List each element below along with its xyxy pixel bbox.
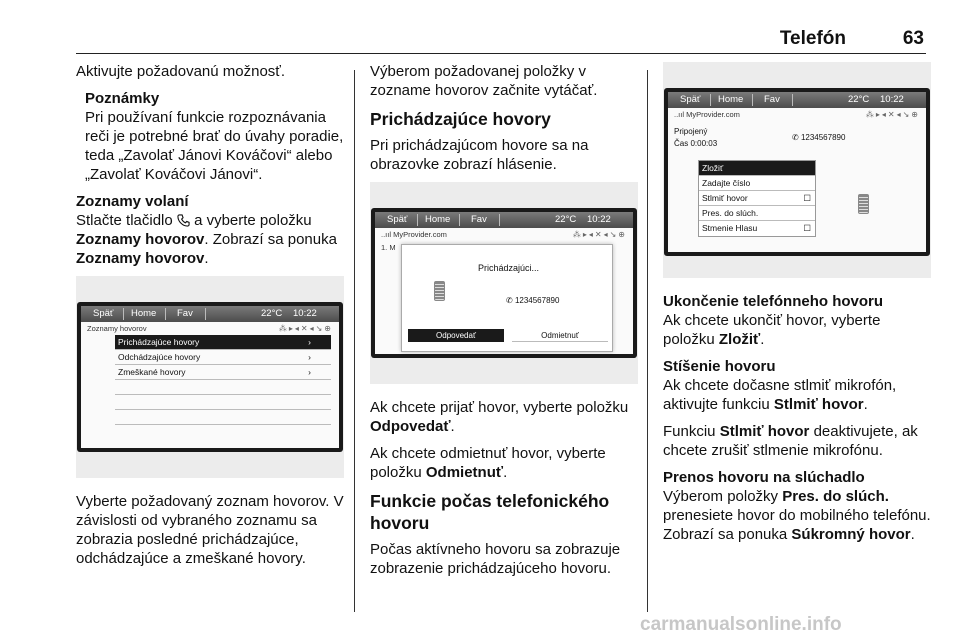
text-fragment: Výberom položky: [663, 488, 779, 505]
menu-item-label: Zmeškané hovory: [118, 367, 186, 377]
menu-item-hang-up[interactable]: [699, 161, 815, 176]
incoming-call-dialog: [401, 244, 613, 352]
column-3: [663, 62, 931, 552]
menu-item-label: Stmenie Hlasu: [702, 223, 758, 233]
fav-button[interactable]: Fav: [177, 308, 193, 319]
note-text: Pri používaní funkcie rozpoznávania reči je potrebné brať do úvahy poradie, teda „Zavolať Jánovi Kováčovi“ alebo „Zavolať Kováčovi Jánovi“.: [85, 109, 344, 183]
bold-term: Pres. do slúch.: [782, 488, 889, 505]
screen-content: [668, 108, 926, 252]
intro-text: Výberom požadovanej položky v zozname hovorov začnite vytáčať.: [370, 63, 598, 99]
reject-button[interactable]: Odmietnuť: [512, 329, 608, 342]
mute-heading: Stíšenie hovoru: [663, 358, 776, 375]
menu-item-empty: [115, 395, 331, 410]
phone-icon: [177, 212, 190, 229]
text-fragment: . Zobrazí sa ponuka: [204, 231, 337, 248]
text-fragment: a vyberte položku: [194, 212, 312, 229]
text-fragment: Ak chcete prijať hovor, vyberte položku: [370, 399, 629, 416]
screen-content: [375, 228, 633, 354]
infotainment-screen: [77, 302, 343, 452]
column-divider: [647, 70, 648, 612]
accept-paragraph: Ak chcete prijať hovor, vyberte položku Odpovedať.: [370, 399, 629, 435]
checkbox-icon: ☐: [803, 193, 811, 203]
during-call-text: Počas aktívneho hovoru sa zobrazuje zobrazenie prichádzajúceho hovoru.: [370, 541, 621, 577]
top-bar: [375, 212, 633, 228]
note-title: Poznámky: [85, 90, 160, 107]
column-divider: [354, 70, 355, 612]
text-fragment: .: [910, 526, 915, 543]
home-button[interactable]: Home: [425, 214, 451, 225]
after-screen-text: Vyberte požadovaný zoznam hovorov. V závislosti od vybraného zoznamu sa zobrazia posledné prichádzajúce, odchádzajúce a zmeškané hovory.: [76, 493, 344, 567]
text-fragment: Funkciu: [663, 423, 716, 440]
status-icons: ⁂▸◂✕◂↘⊕: [572, 230, 627, 239]
caller-number: [792, 128, 845, 147]
screenshot-incoming: [370, 182, 638, 384]
reject-paragraph: Ak chcete odmietnuť hovor, vyberte položku Odmietnuť.: [370, 445, 606, 481]
back-button[interactable]: Späť: [93, 308, 114, 319]
menu-item-label: Odchádzajúce hovory: [118, 352, 201, 362]
status-text: Pripojený: [674, 127, 708, 136]
end-call-paragraph: Ak chcete ukončiť hovor, vyberte položku Zložiť.: [663, 312, 881, 348]
watermark: carmanualsonline.info: [640, 614, 842, 635]
home-button[interactable]: Home: [131, 308, 157, 319]
chevron-right-icon: ›: [308, 352, 311, 362]
bold-term: Zložiť: [718, 331, 761, 348]
menu-item-label: Pres. do slúch.: [702, 208, 759, 218]
text-fragment: prenesiete hovor do mobilného telefónu. Zobrazí sa ponuka: [663, 507, 931, 543]
temperature: 22°C: [555, 214, 577, 225]
text-fragment: Ak chcete dočasne stlmiť mikrofón, aktivujte funkciu: [663, 377, 897, 413]
menu-item-label: Zadajte číslo: [702, 178, 751, 188]
chevron-right-icon: ›: [308, 337, 311, 347]
infotainment-screen: [371, 208, 637, 358]
bold-term: Zoznamy hovorov: [76, 250, 205, 267]
provider-line: [375, 228, 633, 241]
column-1: [76, 62, 344, 576]
menu-item-empty: [115, 410, 331, 425]
mobile-phone-icon: [858, 194, 869, 214]
menu-item-incoming[interactable]: [115, 335, 331, 350]
accept-button[interactable]: Odpovedať: [408, 329, 504, 342]
menu-item-handset[interactable]: [699, 206, 815, 221]
screenshot-active-call: [663, 62, 931, 278]
menu-item-enter-number[interactable]: [699, 176, 815, 191]
bold-term: Stlmiť hovor: [719, 423, 810, 440]
bold-term: Stlmiť hovor: [773, 396, 864, 413]
menu-item-empty: [115, 380, 331, 395]
mobile-phone-icon: [434, 281, 445, 301]
intro-text: Aktivujte požadovanú možnosť.: [76, 63, 286, 80]
call-lists-heading: Zoznamy volaní: [76, 193, 189, 210]
clock: 10:22: [880, 94, 904, 105]
handset-paragraph: [663, 487, 931, 544]
mute-paragraph: Ak chcete dočasne stlmiť mikrofón, aktivujte funkciu Stlmiť hovor.: [663, 377, 897, 413]
provider-name: MyProvider.com: [686, 110, 740, 119]
chevron-right-icon: ›: [308, 367, 311, 377]
top-bar: [668, 92, 926, 108]
call-icon: ✆: [506, 296, 515, 305]
home-button[interactable]: Home: [718, 94, 744, 105]
bold-term: Zoznamy hovorov: [76, 231, 205, 248]
provider-line: [668, 108, 926, 121]
clock: 10:22: [587, 214, 611, 225]
back-button[interactable]: Späť: [387, 214, 408, 225]
text-fragment: Ak chcete odmietnuť hovor, vyberte položku: [370, 445, 606, 481]
section-title: Telefón: [779, 28, 846, 49]
handset-heading: Prenos hovoru na slúchadlo: [663, 469, 865, 486]
screenshot-call-lists: [76, 276, 344, 478]
signal-icon: ..ııl: [381, 230, 392, 239]
menu-item-label: Prichádzajúce hovory: [118, 337, 200, 347]
checkbox-icon: ☐: [803, 223, 811, 233]
infotainment-screen: [664, 88, 930, 256]
page-header: [76, 28, 926, 54]
temperature: 22°C: [848, 94, 870, 105]
temperature: 22°C: [261, 308, 283, 319]
menu-item-label: Stlmiť hovor: [702, 193, 748, 203]
text-fragment: Ak chcete ukončiť hovor, vyberte položku: [663, 312, 881, 348]
screen-title-text: Zoznamy hovorov: [87, 324, 147, 333]
fav-button[interactable]: Fav: [471, 214, 487, 225]
call-lists-paragraph: [76, 211, 344, 268]
provider-name: MyProvider.com: [393, 230, 447, 239]
end-call-heading: Ukončenie telefónneho hovoru: [663, 293, 884, 310]
signal-icon: ..ııl: [674, 110, 685, 119]
screen-content: [81, 322, 339, 448]
text-fragment: deaktivujete, ak chcete zrušiť stlmenie mikrofónu.: [663, 423, 918, 459]
status-icons: ⁂▸◂✕◂↘⊕: [278, 324, 333, 333]
number-text: 1234567890: [514, 296, 560, 305]
call-lists-menu: [115, 335, 331, 425]
unmute-paragraph: [663, 422, 931, 460]
page-number: 63: [902, 28, 924, 49]
note-block: [76, 89, 344, 184]
bold-term: Odpovedať: [370, 418, 451, 435]
screen-title: [81, 322, 339, 335]
bold-term: Odmietnuť: [425, 464, 504, 481]
dialog-title: Prichádzajúci...: [478, 263, 540, 273]
call-options-menu: [698, 160, 816, 237]
menu-item-voice[interactable]: [699, 221, 815, 236]
caller-number: [506, 291, 559, 310]
menu-item-mute[interactable]: [699, 191, 815, 206]
fav-button[interactable]: Fav: [764, 94, 780, 105]
text-fragment: .: [204, 250, 209, 267]
call-duration: Čas 0:00:03: [674, 139, 718, 148]
menu-item-outgoing[interactable]: [115, 350, 331, 365]
call-icon: ✆: [792, 133, 801, 142]
number-text: 1234567890: [800, 133, 846, 142]
back-button[interactable]: Späť: [680, 94, 701, 105]
list-entry: 1. M: [381, 243, 396, 252]
menu-item-label: Zložiť: [702, 163, 724, 173]
menu-item-missed[interactable]: [115, 365, 331, 380]
clock: 10:22: [293, 308, 317, 319]
call-status: [674, 126, 717, 150]
incoming-heading: Prichádzajúce hovory: [370, 109, 551, 129]
text-fragment: Stlačte tlačidlo: [76, 212, 173, 229]
during-call-heading: Funkcie počas telefonického hovoru: [370, 491, 610, 533]
top-bar: [81, 306, 339, 322]
incoming-text: Pri prichádzajúcom hovore sa na obrazovke zobrazí hlásenie.: [370, 137, 589, 173]
bold-term: Súkromný hovor: [791, 526, 911, 543]
status-icons: ⁂▸◂✕◂↘⊕: [865, 110, 920, 119]
column-2: [370, 62, 638, 586]
